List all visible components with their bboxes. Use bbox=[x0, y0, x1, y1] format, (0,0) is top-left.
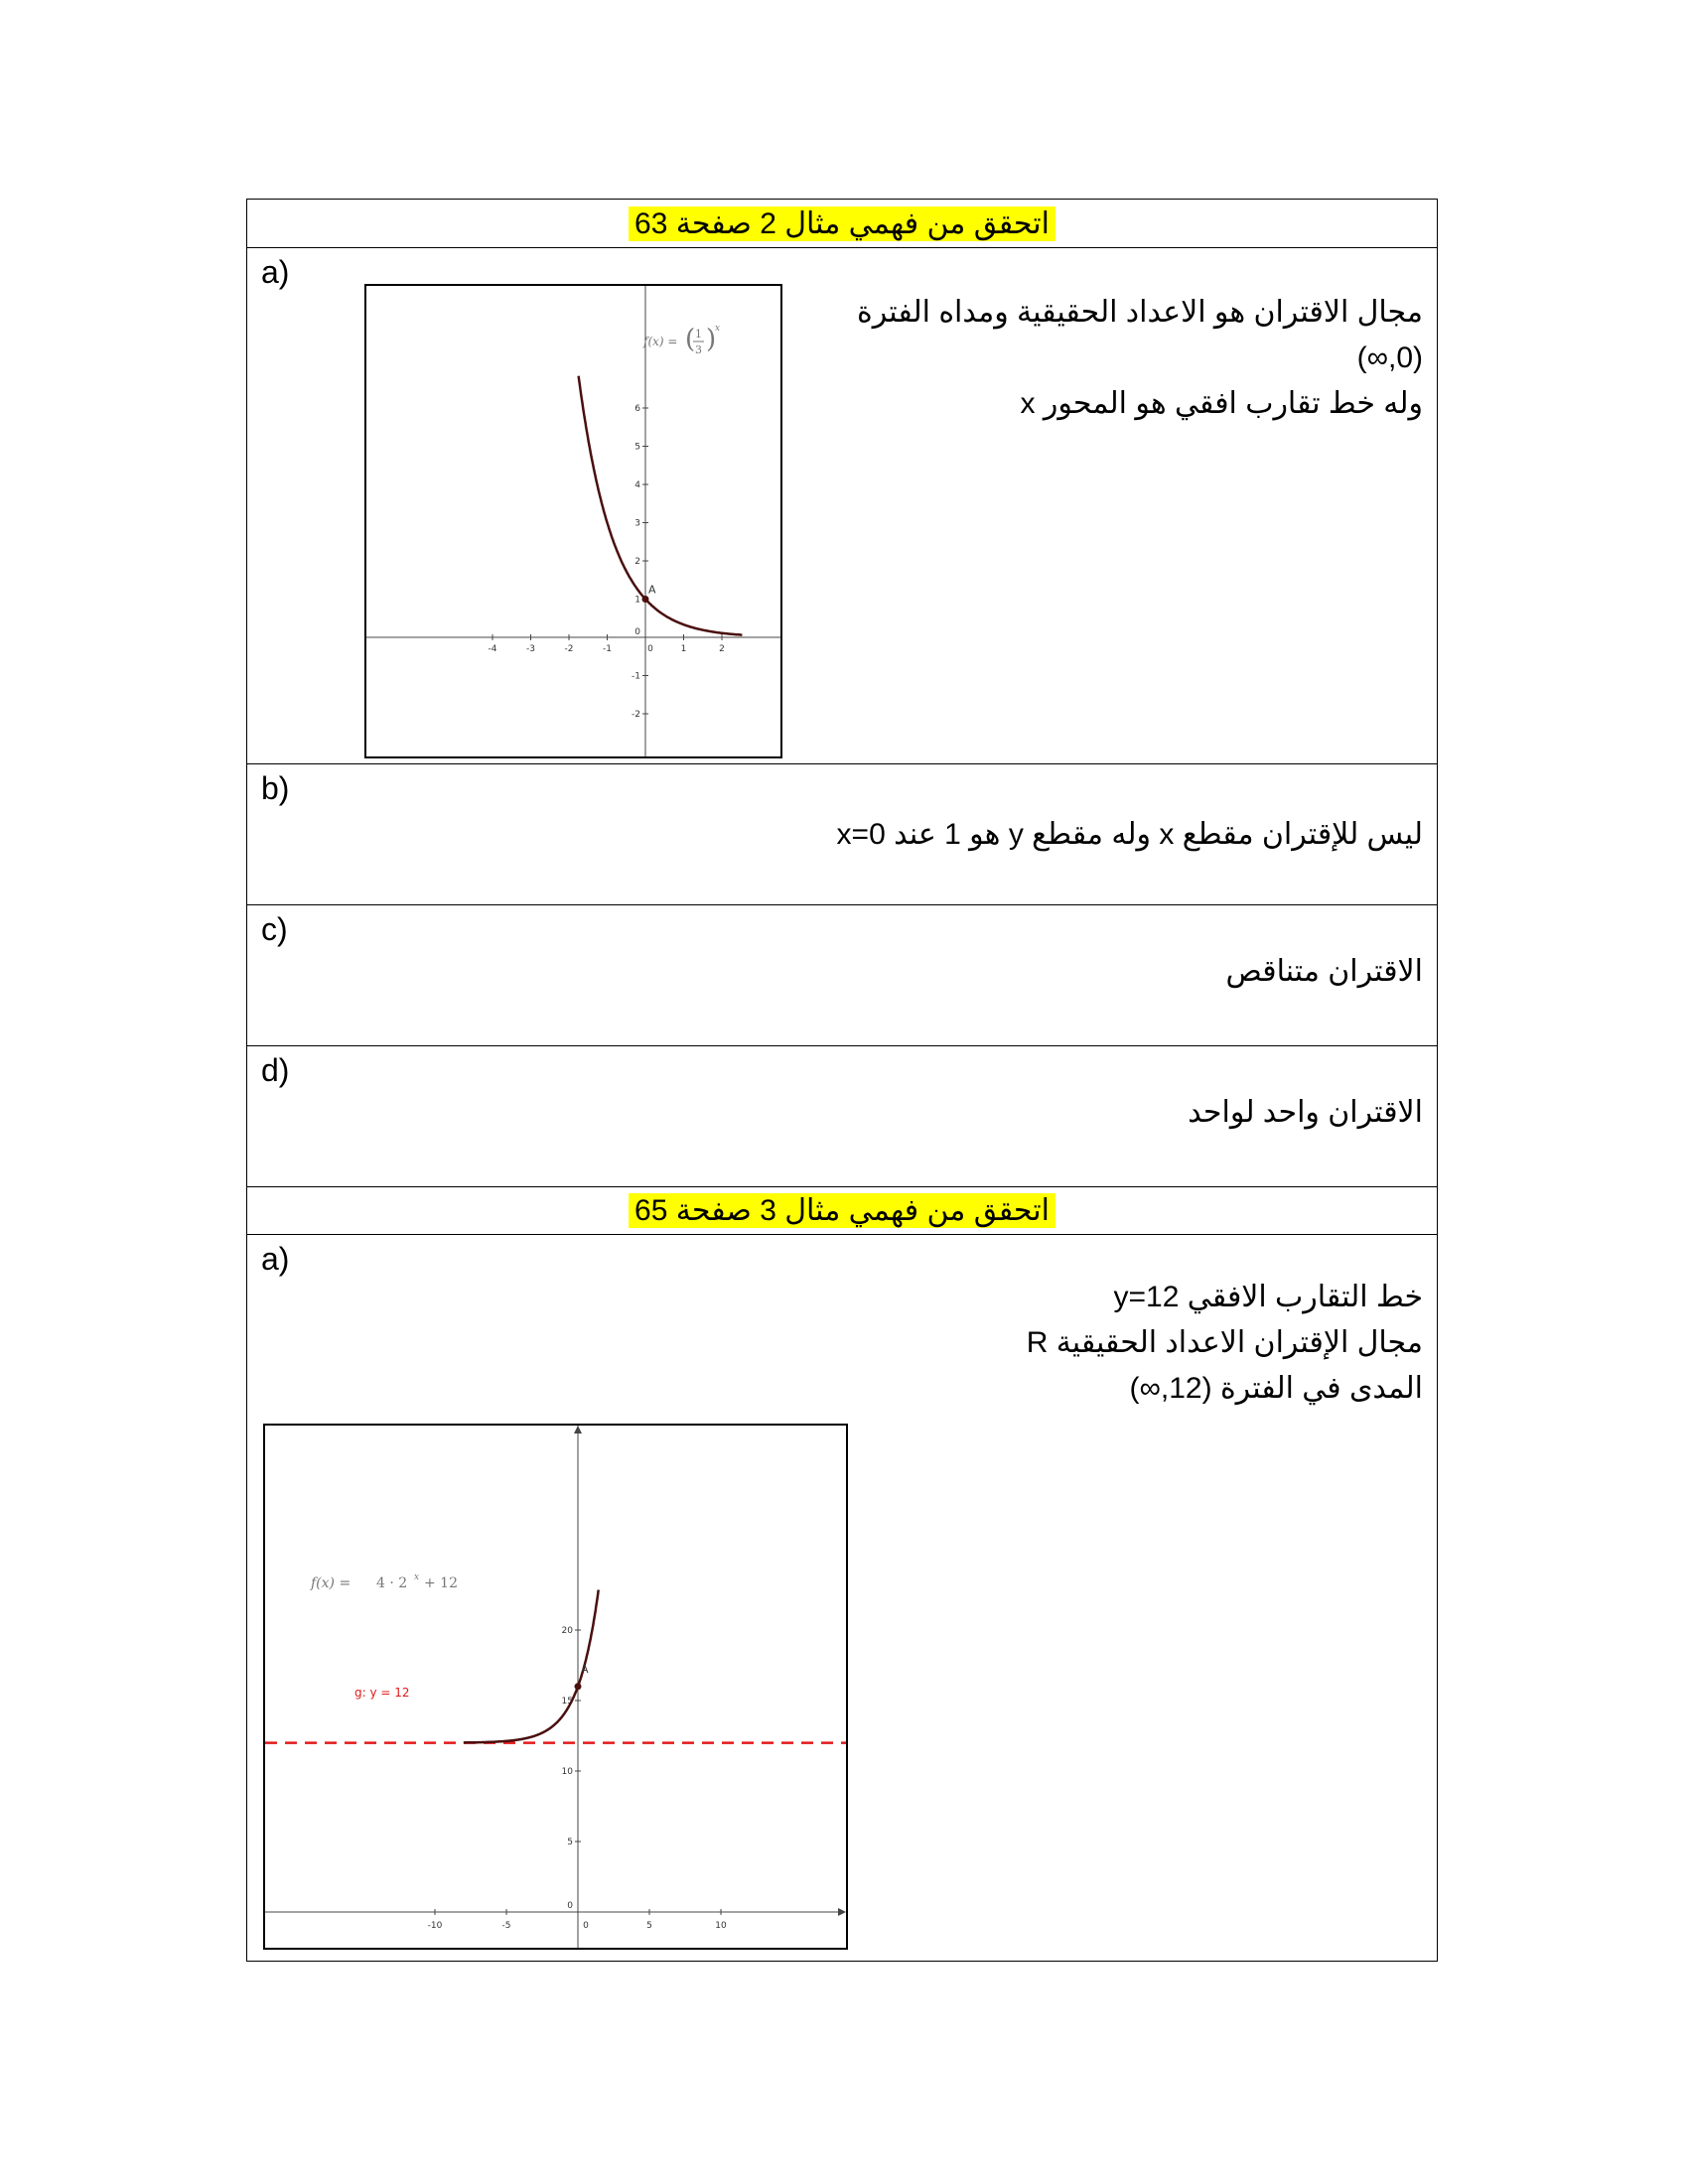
y-tick-label: 20 bbox=[561, 1626, 573, 1636]
part-d-label: d) bbox=[261, 1052, 290, 1088]
part-a-answer bbox=[1027, 1275, 1423, 1412]
y-tick-label: 5 bbox=[567, 1838, 573, 1847]
y-axis-arrow bbox=[574, 1426, 582, 1433]
part-a-label: a) bbox=[261, 254, 290, 290]
answer-line: مجال الإقتران الاعداد الحقيقية R bbox=[1026, 1326, 1423, 1359]
svg-text:1: 1 bbox=[695, 328, 702, 341]
part-a-answer bbox=[857, 290, 1423, 427]
answer-line: وله خط تقارب افقي هو المحور x bbox=[1020, 387, 1423, 420]
y-tick-label: 6 bbox=[634, 404, 640, 414]
point-a-label: A bbox=[581, 1662, 589, 1676]
part-b-answer: ليس للإقتران مقطع x وله مقطع y هو 1 عند x=0 bbox=[836, 818, 1423, 851]
section1-title: اتحقق من فهمي مثال 2 صفحة 63 bbox=[629, 206, 1055, 241]
part-d-answer: الاقتران واحد لواحد bbox=[1188, 1096, 1423, 1129]
svg-text:): ) bbox=[706, 325, 717, 354]
graph-exponential-shifted-canvas bbox=[265, 1426, 846, 1948]
y-tick-label: 3 bbox=[634, 518, 640, 529]
x-tick-label: 2 bbox=[719, 644, 725, 654]
section1-part-a bbox=[247, 247, 1437, 763]
function-curve bbox=[579, 376, 743, 635]
part-c-answer: الاقتران متناقص bbox=[1225, 955, 1423, 988]
section1-header bbox=[247, 200, 1437, 247]
worksheet-table bbox=[246, 199, 1438, 1962]
x-tick-label: 0 bbox=[647, 644, 653, 654]
x-tick-label: 1 bbox=[680, 644, 687, 654]
x-tick-label: -1 bbox=[603, 644, 612, 654]
x-axis-arrow bbox=[838, 1908, 846, 1916]
y-tick-label: 0 bbox=[567, 1901, 573, 1911]
x-tick-label: -4 bbox=[488, 644, 497, 654]
svg-text:(: ( bbox=[685, 325, 696, 354]
svg-text:4 · 2: 4 · 2 bbox=[376, 1575, 408, 1591]
section1-part-c bbox=[247, 904, 1437, 1045]
function-label bbox=[310, 1572, 458, 1591]
section1-part-d bbox=[247, 1045, 1437, 1186]
y-tick-label: 1 bbox=[634, 595, 640, 606]
y-tick-label: -1 bbox=[632, 671, 640, 682]
point-a-label: A bbox=[648, 583, 656, 597]
svg-text:x: x bbox=[414, 1572, 420, 1582]
svg-text:3: 3 bbox=[695, 343, 702, 356]
answer-line: المدى في الفترة (12,∞) bbox=[1129, 1372, 1423, 1405]
x-tick-label: 10 bbox=[715, 1921, 727, 1931]
x-tick-label: 0 bbox=[583, 1921, 589, 1931]
x-tick-label: -3 bbox=[526, 644, 535, 654]
asymptote-label: g: y = 12 bbox=[354, 1686, 410, 1700]
y-tick-label: 10 bbox=[561, 1767, 573, 1777]
section2-header bbox=[247, 1186, 1437, 1234]
part-a-label: a) bbox=[261, 1241, 290, 1277]
point-a bbox=[575, 1683, 582, 1690]
x-tick-label: -5 bbox=[501, 1921, 511, 1931]
answer-line: مجال الاقتران هو الاعداد الحقيقية ومداه الفترة bbox=[857, 296, 1423, 329]
svg-text:f(x) =: f(x) = bbox=[311, 1575, 352, 1591]
y-tick-label: 4 bbox=[634, 480, 640, 490]
y-tick-label: 0 bbox=[634, 627, 640, 637]
section2-title: اتحقق من فهمي مثال 3 صفحة 65 bbox=[629, 1193, 1055, 1228]
svg-text:x: x bbox=[715, 324, 721, 334]
svg-text:f(x) =: f(x) = bbox=[643, 335, 678, 348]
answer-line: (0,∞) bbox=[1356, 341, 1423, 374]
x-tick-label: -10 bbox=[427, 1921, 443, 1931]
y-tick-label: 5 bbox=[634, 442, 640, 453]
part-b-label: b) bbox=[261, 770, 290, 806]
section1-part-b bbox=[247, 763, 1437, 904]
x-tick-label: 5 bbox=[646, 1921, 652, 1931]
graph-one-third-power-canvas bbox=[366, 286, 780, 756]
graph-exponential-shifted bbox=[263, 1424, 848, 1950]
y-tick-label: 15 bbox=[561, 1697, 573, 1706]
x-tick-label: -2 bbox=[564, 644, 574, 654]
part-c-label: c) bbox=[261, 911, 288, 947]
point-a bbox=[642, 596, 649, 603]
answer-line: خط التقارب الافقي y=12 bbox=[1113, 1281, 1423, 1313]
function-label bbox=[642, 324, 720, 356]
y-tick-label: -2 bbox=[632, 710, 640, 720]
svg-text:+ 12: + 12 bbox=[424, 1575, 458, 1591]
section2-part-a bbox=[247, 1234, 1437, 1963]
y-tick-label: 2 bbox=[634, 557, 640, 567]
graph-one-third-power bbox=[364, 284, 782, 758]
